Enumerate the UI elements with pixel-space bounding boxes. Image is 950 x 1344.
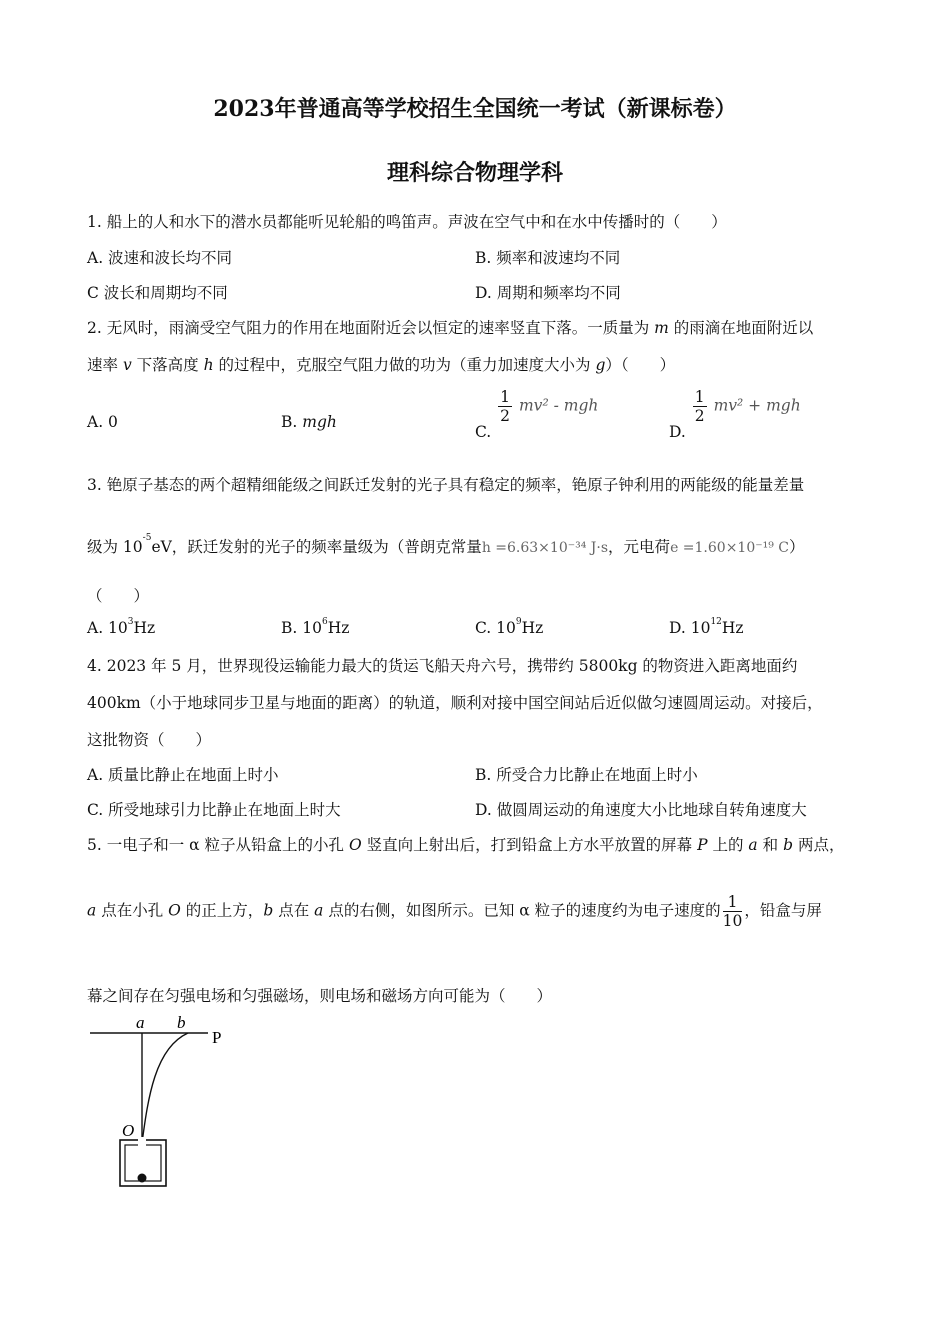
q1-stem: 1. 船上的人和水下的潜水员都能听见轮船的鸣笛声。声波在空气中和在水中传播时的（ ） xyxy=(87,213,727,231)
q5-stem-line2: a 点在小孔 O 的正上方，b 点在 a 点的右侧，如图所示。已知 α 粒子的速度约为电子速度的 $\frac{1}{10}$ ，铅盒与屏 xyxy=(87,893,822,930)
var-g: g xyxy=(595,356,606,374)
var-h: h xyxy=(203,356,214,374)
q1-option-a: A. 波速和波长均不同 xyxy=(87,249,233,267)
q3-option-c: C. $10^9Hz$ xyxy=(475,617,544,637)
source-dot xyxy=(138,1174,147,1183)
q4-stem-line2: 400km（小于地球同步卫星与地面的距离）的轨道，顺利对接中国空间站后近似做匀速圆周运动。对接后， xyxy=(87,694,823,712)
label-O: O xyxy=(122,1121,135,1140)
q2-option-a: A. 0 xyxy=(87,413,118,431)
q2-option-b: B. mgh xyxy=(281,413,337,431)
label-a: a xyxy=(136,1013,145,1032)
q3-paren: （ ） xyxy=(87,587,150,605)
q4-option-d: D. 做圆周运动的角速度大小比地球自转角速度大 xyxy=(475,801,807,819)
var-v: v xyxy=(122,356,132,374)
q3-option-b: B. $10^6Hz$ xyxy=(281,617,350,637)
q1-option-b: B. 频率和波速均不同 xyxy=(475,249,621,267)
fraction-one-half: $\frac{1}{2}$ xyxy=(500,388,511,425)
q2-option-d: D. $\frac{1}{2}$ mv² + mgh xyxy=(669,388,801,441)
q1-option-d: D. 周期和频率均不同 xyxy=(475,284,621,302)
q3-stem-line2: 级为 $10^{-5}eV$，跃迁发射的光子的频率量级为（普朗克常量h =6.63×10⁻³⁴ J·s，元电荷e =1.60×10⁻¹⁹ C） xyxy=(87,533,805,556)
q2-stem-line1: 2. 无风时，雨滴受空气阻力的作用在地面附近会以恒定的速率竖直下落。一质量为 m 的雨滴在地面附近以 xyxy=(87,319,814,337)
q2-stem-line2: 速率 v 下落高度 h 的过程中，克服空气阻力做的功为（重力加速度大小为 g）（ ） xyxy=(87,356,676,374)
planck-constant: h =6.63×10⁻³⁴ J·s xyxy=(481,540,609,556)
label-P: P xyxy=(212,1028,222,1047)
q3-stem-line1: 3. 铯原子基态的两个超精细能级之间跃迁发射的光子具有稳定的频率，铯原子钟利用的两能级的能量差量 xyxy=(87,476,805,494)
q4-stem-line1: 4. 2023 年 5 月，世界现役运输能力最大的货运飞船天舟六号，携带约 5800kg 的物资进入距离地面约 xyxy=(87,657,798,675)
var-m: m xyxy=(654,319,669,337)
fraction-one-tenth: $\frac{1}{10}$ xyxy=(722,893,743,930)
elementary-charge: e =1.60×10⁻¹⁹ C xyxy=(670,540,790,556)
page-subtitle: 理科综合物理学科 xyxy=(386,160,563,186)
q3-option-a: A. $10^3Hz$ xyxy=(87,617,156,637)
fraction-one-half: $\frac{1}{2}$ xyxy=(694,388,705,425)
q2-option-c: C. $\frac{1}{2}$ mv² - mgh xyxy=(475,388,599,441)
label-b: b xyxy=(177,1013,186,1032)
q4-stem-line3: 这批物资（ ） xyxy=(87,731,212,749)
page-title: 2023年普通高等学校招生全国统一考试（新课标卷） xyxy=(213,96,737,122)
q4-option-a: A. 质量比静止在地面上时小 xyxy=(87,766,279,784)
q5-stem-line3: 幕之间存在匀强电场和匀强磁场，则电场和磁场方向可能为（ ） xyxy=(87,987,553,1005)
q5-figure xyxy=(80,1008,240,1193)
q4-option-b: B. 所受合力比静止在地面上时小 xyxy=(475,766,698,784)
q1-option-c: C 波长和周期均不同 xyxy=(87,284,228,302)
lead-box-hole xyxy=(138,1137,146,1147)
q5-stem-line1: 5. 一电子和一 α 粒子从铅盒上的小孔 O 竖直向上射出后，打到铅盒上方水平放置的屏幕 P 上的 a 和 b 两点， xyxy=(87,836,845,854)
curved-path xyxy=(142,1033,188,1143)
q4-option-c: C. 所受地球引力比静止在地面上时大 xyxy=(87,801,341,819)
q3-option-d: D. $10^{12}Hz$ xyxy=(669,617,744,637)
